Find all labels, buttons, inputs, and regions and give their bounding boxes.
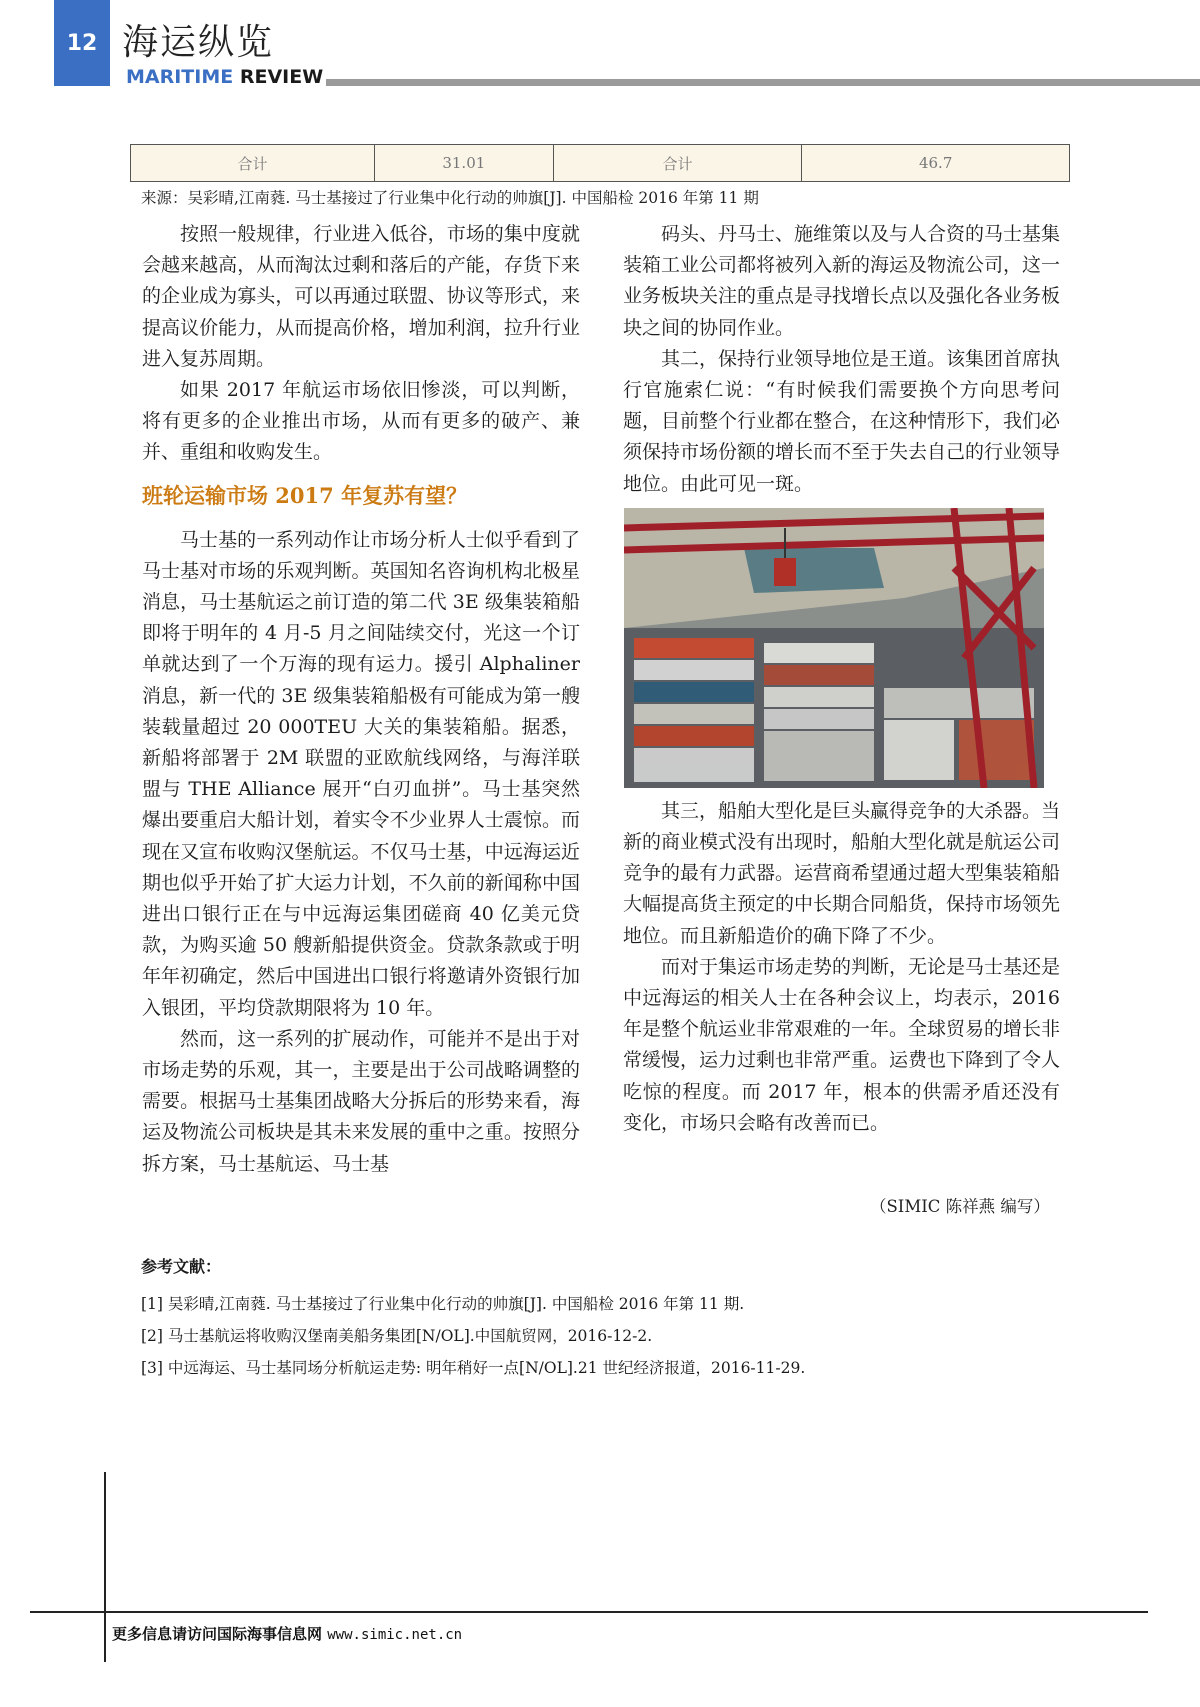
paragraph: 其三，船舶大型化是巨头赢得竞争的大杀器。当新的商业模式没有出现时，船舶大型化就是航运公司竞争的最有力武器。运营商希望通过超大型集装箱船大幅提高货主预定的中长期合同船货，保持市场领先地位。而且新船造价的确下降了不少。 [623,799,1061,947]
container-port-photo [624,508,1044,788]
left-column [142,219,580,1180]
magazine-title-cn: 海运纵览 [122,22,275,63]
references-title: 参考文献： [141,1257,222,1276]
paragraph: 而对于集运市场走势的判断，无论是马士基还是中远海运的相关人士在各种会议上，均表示，2016 年是整个航运业非常艰难的一年。全球贸易的增长非常缓慢，运力过剩也非常严重。运费也下降到了令人吃惊的程度。而 2017 年，根本的供需矛盾还没有变化，市场只会略有改善而已。 [623,955,1061,1134]
references-list [141,1288,805,1384]
table-source: 来源：吴彩晴,江南蕤. 马士基接过了行业集中化行动的帅旗[J]. 中国船检 2016 年第 11 期 [141,189,759,207]
page-number: 12 [54,0,110,86]
paragraph: 其二，保持行业领导地位是王道。该集团首席执行官施索仁说：“有时候我们需要换个方向思考问题，目前整个行业都在整合，在这种情形下，我们必须保持市场份额的增长而不至于失去自己的行业领导地位。由此可见一斑。 [623,347,1061,495]
section-heading: 班轮运输市场 2017 年复苏有望？ [142,482,468,508]
reference-item: [1] 吴彩晴,江南蕤. 马士基接过了行业集中化行动的帅旗[J]. 中国船检 2016 年第 11 期. [141,1295,745,1313]
reference-item: [3] 中远海运、马士基同场分析航运走势: 明年稍好一点[N/OL].21 世纪经济报道，2016-11-29. [141,1359,806,1377]
paragraph: 然而，这一系列的扩展动作，可能并不是出于对市场走势的乐观，其一，主要是出于公司战略调整的需要。根据马士基集团战略大分拆后的形势来看，海运及物流公司板块是其未来发展的重中之重。按照分拆方案，马士基航运、马士基 [142,1027,580,1175]
footer-rule [30,1611,1148,1613]
magazine-title-en [126,66,323,88]
paragraph: 如果 2017 年航运市场依旧惨淡，可以判断，将有更多的企业推出市场，从而有更多的破产、兼并、重组和收购发生。 [142,379,580,464]
reference-item: [2] 马士基航运将收购汉堡南美船务集团[N/OL].中国航贸网，2016-12-2. [141,1327,653,1345]
paragraph: 马士基的一系列动作让市场分析人士似乎看到了马士基对市场的乐观判断。英国知名咨询机构北极星消息，马士基航运之前订造的第二代 3E 级集装箱船即将于明年的 4 月-5 月之间陆续交付，光这一个订单就达到了一个万海的现有运力。援引 Alphaliner 消息，新一代的 3E 级集装箱船极有可能成为第一艘装载量超过 20 000TEU 大关的集装箱船。据悉，新船将部署于 2M 联盟的亚欧航线网络，与海洋联盟与 THE Alliance 展开“白刃血拼”。马士基突然爆出要重启大船计划，着实令不少业界人士震惊。而现在又宣布收购汉堡航运。不仅马士基，中远海运近期也似乎开始了扩大运力计划，不久前的新闻称中国进出口银行正在与中远海运集团磋商 40 亿美元贷款，为购买逾 50 艘新船提供资金。贷款条款或于明年年初确定，然后中国进出口银行将邀请外资银行加入银团，平均贷款期限将为 10 年。 [142,528,580,1019]
table-cell: 46.7 [802,145,1070,182]
paragraph: 码头、丹马士、施维策以及与人合资的马士基集装箱工业公司都将被列入新的海运及物流公司，这一业务板块关注的重点是寻找增长点以及强化各业务板块之间的协同作业。 [623,223,1061,339]
footer-text: 更多信息请访问国际海事信息网 [112,1625,323,1643]
table-cell: 31.01 [375,145,553,182]
paragraph: 按照一般规律，行业进入低谷，市场的集中度就会越来越高，从而淘汰过剩和落后的产能，存货下来的企业成为寡头，可以再通过联盟、协议等形式，来提高议价能力，从而提高价格，增加利润，拉升行业进入复苏周期。 [142,223,580,370]
byline: （SIMIC 陈祥燕 编写） [870,1197,1050,1216]
table-row [131,145,1070,182]
summary-table [130,144,1070,182]
header-rule [326,79,1200,86]
table-cell: 合计 [553,145,802,182]
title-en-part2: REVIEW [239,66,324,88]
title-en-part1: MARITIME [126,66,234,88]
footer [112,1623,462,1644]
table-cell: 合计 [131,145,375,182]
footer-vertical-rule [104,1472,106,1662]
footer-url[interactable]: www.simic.net.cn [327,1627,463,1643]
right-column [623,219,1060,1139]
